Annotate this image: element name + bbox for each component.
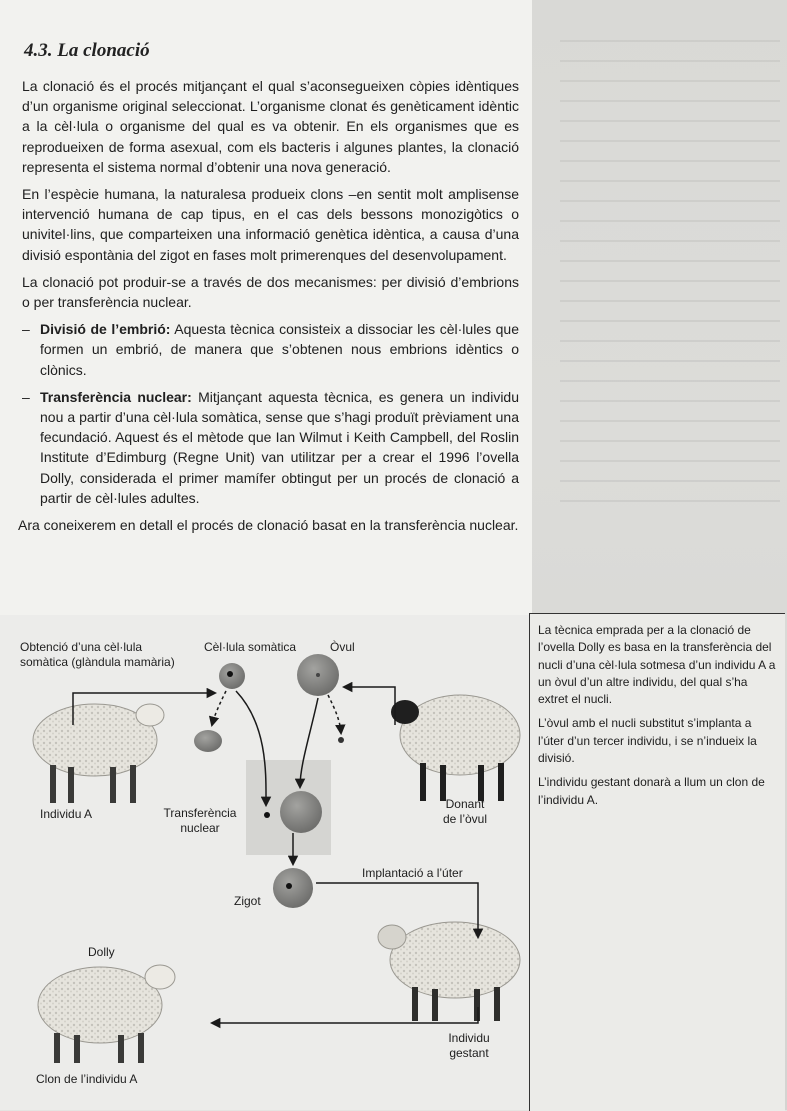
sheep-individual-a <box>33 704 164 803</box>
list-item-embryo-division <box>22 319 519 380</box>
label-obtain-somatic-cell-line2: somàtica (glàndula mamària) <box>20 655 175 669</box>
label-nuclear-transfer-line1: Transferència <box>163 806 237 820</box>
bleed-through-shadow <box>560 40 780 600</box>
label-zygote: Zigot <box>234 894 261 908</box>
label-surrogate-line1: Individu <box>448 1031 490 1045</box>
caption-implantation: L’òvul amb el nucli substitut s’implanta a l’úter d’un tercer individu, i se n’indueix la divisió. <box>538 716 757 766</box>
label-obtain-somatic-cell-line1: Obtenció d’una cèl·lula <box>20 640 143 654</box>
somatic-cell-remnant <box>194 730 222 752</box>
removed-nucleus <box>338 737 344 743</box>
label-egg-donor-line2: de l’òvul <box>442 812 488 826</box>
ovum-cell <box>297 654 339 696</box>
figure-caption <box>538 622 778 816</box>
item-label-embryo-division: Divisió de l’embrió: <box>40 321 171 338</box>
label-nuclear-transfer-line2: nuclear <box>180 821 220 835</box>
label-surrogate-line2: gestant <box>449 1046 489 1060</box>
paragraph-natural-clones: En l’espècie humana, la naturalesa produeix clons –en sentit molt amplisense intervenció humana de cap tipus, en el cas dels bessons monozigòtics o univitel·lins, que comparteixen una informació genètica idèntica, a causa d’una divisió espontània del zigot en fases molt primerenques del desenvolupament. <box>22 186 519 263</box>
sheep-dolly <box>38 965 175 1063</box>
label-somatic-cell: Cèl·lula somàtica <box>204 640 297 654</box>
list-dash: – <box>22 388 30 405</box>
section-title: 4.3. La clonació <box>24 40 150 61</box>
enucleated-ovum <box>280 791 322 833</box>
label-clone-of-a: Clon de l’individu A <box>36 1072 138 1086</box>
list-item-nuclear-transfer <box>22 387 519 508</box>
label-ovum: Òvul <box>330 640 355 654</box>
sheep-egg-donor <box>391 695 520 801</box>
paragraph-intro-detail: Ara coneixerem en detall el procés de clonació basat en la transferència nuclear. <box>18 517 519 534</box>
caption-technique: La tècnica emprada per a la clonació de l’ovella Dolly es basa en la transferència del nucli d’una cèl·lula sotmesa d’un individu A a un òvul d’un altre individu, del qual s’ha extret el nucli. <box>538 623 776 707</box>
paragraph-definition: La clonació és el procés mitjançant el qual s’aconsegueixen còpies idèntiques d’un organisme original seleccionat. L’organisme clonat és genèticament idèntic a la cèl·lula o organisme del qual es va obtenir. En els organismes que es reprodueixen de forma asexual, com els bacteris i algunes plantes, la clonació representa el sistema normal d’obtenir una nova generació. <box>22 78 519 175</box>
list-dash: – <box>22 321 30 338</box>
item-text-nuclear-transfer: Mitjançant aquesta tècnica, es genera un individu nou a partir d’una cèl·lula somàtica, sense que s’hagi produït prèviament una fecundació. Aquest és el mètode que Ian Wilmut i Keith Campbell, del Roslin Institute d’Edimburg (Regne Unit) van utilitzar per a crear el 1996 l’ovella Dolly, considerada el primer mamífer obtingut per un procés de clonació a partir de cèl·lules adultes. <box>40 388 520 506</box>
item-text-embryo-division: Aquesta tècnica consisteix a dissociar les cèl·lules que formen un embrió, de manera que s’obtenen nous embrions idèntics o clònics. <box>40 321 519 378</box>
label-implantation: Implantació a l’úter <box>362 866 463 880</box>
sheep-surrogate <box>378 922 520 1021</box>
caption-birth: L’individu gestant donarà a llum un clon de l’individu A. <box>538 775 765 807</box>
label-egg-donor-line1: Donant <box>445 797 485 811</box>
somatic-cell <box>219 663 245 689</box>
body-text <box>18 76 520 542</box>
label-dolly: Dolly <box>88 945 115 959</box>
paragraph-mechanisms: La clonació pot produir-se a través de dos mecanismes: per divisió d’embrions o per transferència nuclear. <box>22 273 519 311</box>
transferred-nucleus <box>264 812 270 818</box>
zygote-cell <box>273 868 313 908</box>
label-individual-a: Individu A <box>40 807 93 821</box>
item-label-nuclear-transfer: Transferència nuclear: <box>40 388 192 405</box>
